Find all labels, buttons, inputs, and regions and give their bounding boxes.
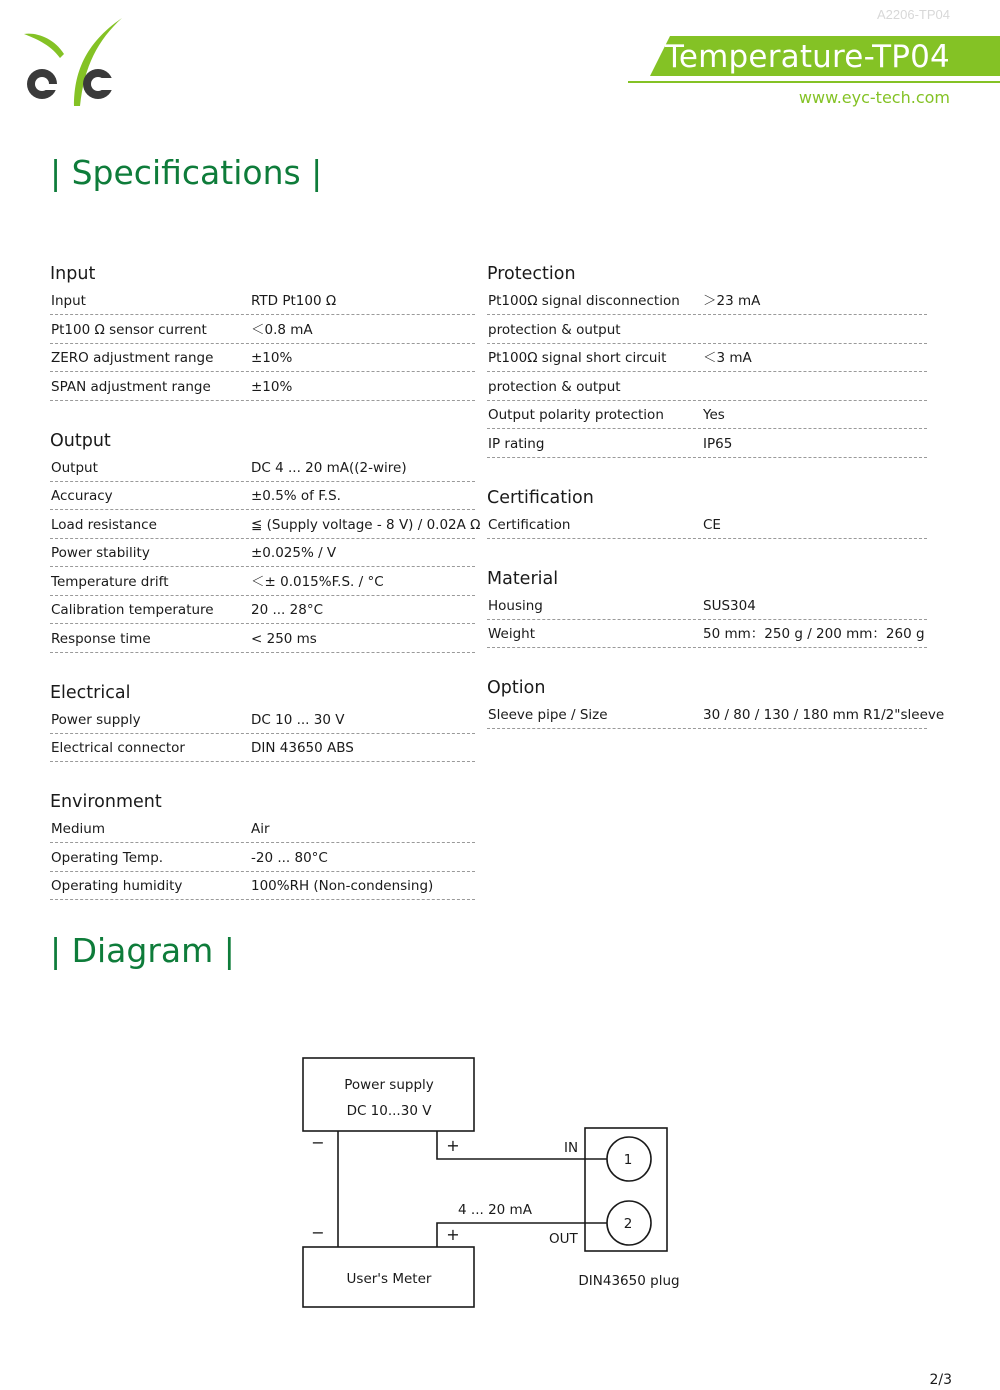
spec-key: SPAN adjustment range xyxy=(51,378,211,395)
spec-row xyxy=(50,873,475,900)
spec-value: Yes xyxy=(703,407,725,423)
spec-key: protection & output xyxy=(488,321,621,338)
plug-label: DIN43650 plug xyxy=(578,1273,680,1289)
spec-row xyxy=(50,707,475,734)
spec-value: 100%RH (Non-condensing) xyxy=(251,878,434,894)
spec-key: Weight xyxy=(488,626,536,642)
power-supply-voltage: DC 10...30 V xyxy=(346,1103,432,1119)
spec-value: ＞23 mA xyxy=(703,293,761,309)
spec-key: Output polarity protection xyxy=(488,407,664,423)
spec-row xyxy=(487,345,927,372)
spec-value: ±0.025% / V xyxy=(251,545,337,561)
spec-row xyxy=(50,626,475,653)
pin-2-label: 2 xyxy=(623,1216,633,1232)
spec-group-title: Option xyxy=(487,678,546,698)
spec-group-title: Protection xyxy=(487,264,576,284)
spec-group xyxy=(50,788,475,900)
spec-value: ±10% xyxy=(251,378,293,395)
spec-value: ＜0.8 mA xyxy=(251,321,313,338)
spec-group xyxy=(487,565,927,649)
spec-key: protection & output xyxy=(488,378,621,395)
eyc-logo xyxy=(22,14,126,110)
wire-in xyxy=(437,1131,607,1159)
meter-plus: + xyxy=(446,1225,460,1244)
spec-row xyxy=(50,455,475,482)
specs-left-column xyxy=(50,260,481,902)
spec-row xyxy=(487,288,927,315)
power-supply-box xyxy=(303,1058,474,1131)
supply-plus: + xyxy=(446,1136,460,1155)
spec-group xyxy=(50,260,475,401)
spec-key: Operating Temp. xyxy=(51,849,164,866)
spec-value: SUS304 xyxy=(703,597,756,614)
spec-row xyxy=(487,593,927,620)
spec-key: Certification xyxy=(488,516,571,533)
spec-key: ZERO adjustment range xyxy=(51,350,214,366)
website-url[interactable]: www.eyc-tech.com xyxy=(798,88,950,107)
din-plug-box xyxy=(585,1128,667,1251)
spec-key: Power stability xyxy=(51,545,150,561)
spec-key: Load resistance xyxy=(51,516,157,533)
spec-key: Pt100Ω signal short circuit xyxy=(488,350,667,366)
spec-key: Electrical connector xyxy=(51,740,185,756)
spec-group-title: Material xyxy=(487,568,559,589)
spec-row xyxy=(50,483,475,510)
spec-key: Power supply xyxy=(51,711,141,728)
spec-group xyxy=(50,427,481,653)
spec-value: ±10% xyxy=(251,350,293,366)
spec-row xyxy=(50,512,481,539)
meter-minus: − xyxy=(311,1223,325,1242)
spec-group-title: Output xyxy=(50,430,111,451)
title-underline xyxy=(628,81,1000,83)
spec-key: Calibration temperature xyxy=(51,602,214,618)
spec-group xyxy=(487,260,927,458)
spec-row xyxy=(487,431,927,458)
spec-value: IP65 xyxy=(703,435,733,452)
spec-row xyxy=(487,702,945,729)
spec-key: Output xyxy=(51,459,98,476)
pin-1-label: 1 xyxy=(623,1152,633,1168)
spec-group-title: Certification xyxy=(487,487,594,508)
spec-key: Accuracy xyxy=(51,488,113,504)
spec-value: ＜± 0.015%F.S. / °C xyxy=(251,573,384,590)
spec-row xyxy=(50,845,475,872)
spec-key: Temperature drift xyxy=(51,573,169,590)
spec-value: 50 mm：250 g / 200 mm：260 g xyxy=(703,626,925,642)
power-supply-label: Power supply xyxy=(344,1077,434,1093)
spec-row xyxy=(50,374,475,401)
spec-row xyxy=(50,735,475,762)
spec-value: 20 ... 28°C xyxy=(251,602,323,618)
specifications-heading: | Specifications | xyxy=(50,153,323,192)
spec-value: Air xyxy=(251,821,270,837)
spec-group-title: Input xyxy=(50,264,96,284)
spec-value: ±0.5% of F.S. xyxy=(251,488,341,504)
supply-minus: − xyxy=(311,1133,325,1152)
spec-row xyxy=(487,374,927,401)
spec-value: 30 / 80 / 130 / 180 mm R1/2"sleeve xyxy=(703,707,945,723)
spec-key: Pt100 Ω sensor current xyxy=(51,321,207,338)
wiring-diagram xyxy=(0,1040,1000,1340)
spec-row xyxy=(487,402,927,429)
page-number: 2/3 xyxy=(929,1372,952,1388)
spec-group-title: Electrical xyxy=(50,682,131,703)
spec-row xyxy=(50,569,475,596)
in-label: IN xyxy=(564,1140,579,1156)
users-meter-label: User's Meter xyxy=(346,1271,432,1287)
wire-out xyxy=(437,1223,607,1247)
diagram-heading: | Diagram | xyxy=(50,931,235,970)
current-label: 4 ... 20 mA xyxy=(458,1202,532,1218)
spec-row xyxy=(50,597,475,624)
spec-key: Housing xyxy=(488,597,543,614)
spec-row xyxy=(487,621,927,648)
spec-key: Pt100Ω signal disconnection xyxy=(488,293,680,309)
spec-value: CE xyxy=(703,516,721,533)
spec-key: Input xyxy=(51,293,86,309)
spec-group-title: Environment xyxy=(50,792,162,812)
spec-value: ＜3 mA xyxy=(703,350,752,366)
spec-group xyxy=(487,484,927,539)
spec-row xyxy=(50,345,475,372)
spec-key: Operating humidity xyxy=(51,878,183,894)
spec-value: DC 10 ... 30 V xyxy=(251,711,345,728)
spec-value: < 250 ms xyxy=(251,630,317,647)
spec-row xyxy=(50,540,475,567)
spec-row xyxy=(487,317,927,344)
spec-row xyxy=(50,288,475,315)
out-label: OUT xyxy=(549,1231,578,1247)
product-title: Temperature-TP04 xyxy=(665,39,950,75)
spec-group xyxy=(487,674,945,729)
spec-value: DC 4 ... 20 mA((2-wire) xyxy=(251,459,407,476)
spec-value: DIN 43650 ABS xyxy=(251,740,354,756)
spec-group xyxy=(50,679,475,763)
spec-value: RTD Pt100 Ω xyxy=(251,293,337,309)
spec-row xyxy=(487,512,927,539)
spec-row xyxy=(50,816,475,843)
document-code: A2206-TP04 xyxy=(877,7,950,22)
spec-key: IP rating xyxy=(488,435,545,452)
spec-row xyxy=(50,317,475,344)
spec-key: Response time xyxy=(51,630,151,647)
spec-value: -20 ... 80°C xyxy=(251,849,328,866)
spec-key: Medium xyxy=(51,821,105,837)
spec-key: Sleeve pipe / Size xyxy=(488,707,608,723)
spec-value: ≦ (Supply voltage - 8 V) / 0.02A Ω xyxy=(251,516,481,533)
specs-right-column xyxy=(487,260,945,731)
